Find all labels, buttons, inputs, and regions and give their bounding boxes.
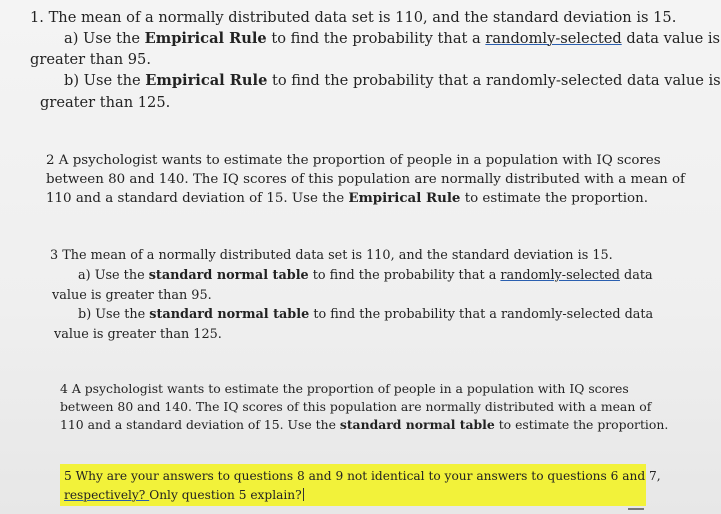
q3-a-line2: value is greater than 95. bbox=[52, 288, 212, 303]
q3-stem: 3 The mean of a normally distributed data set is 110, and the standard deviation is 15. bbox=[50, 248, 613, 263]
q4-text-1: 4 A psychologist wants to estimate the proportion of people in a population with IQ scores bbox=[60, 381, 629, 396]
q4-line1 bbox=[60, 383, 629, 395]
q4-text-2: between 80 and 140. The IQ scores of this population are normally distributed with a mean of bbox=[60, 399, 652, 414]
q2-text-3-prefix: 110 and a standard deviation of 15. Use the bbox=[46, 191, 349, 206]
q2-text-3-bold: Empirical Rule bbox=[348, 190, 461, 206]
q3-a-suffix: data bbox=[619, 268, 653, 283]
q3-part-b-cont bbox=[54, 329, 222, 342]
q1-part-b-cont bbox=[40, 96, 170, 111]
q1-part-b bbox=[64, 74, 721, 89]
q1-a-bold: Empirical Rule bbox=[144, 30, 267, 47]
q5-line1 bbox=[64, 470, 661, 482]
q1-a-prefix: a) Use the bbox=[64, 30, 145, 47]
q2-line1 bbox=[46, 154, 661, 167]
q3-b-suffix: to find the probability that a randomly-selected data bbox=[309, 307, 654, 322]
q5-text-1: 5 Why are your answers to questions 8 and 9 not identical to your answers to questions 6 and 7, bbox=[64, 469, 661, 483]
q3-b-bold: standard normal table bbox=[149, 307, 310, 322]
q4-text-3-suffix: to estimate the proportion. bbox=[494, 417, 669, 432]
q1-part-a-cont bbox=[30, 53, 151, 68]
q3-part-b bbox=[78, 309, 653, 322]
q1-b-suffix: to find the probability that a randomly-selected data value is bbox=[267, 72, 721, 89]
q1-b-line2: greater than 125. bbox=[40, 94, 171, 111]
q1-a-line2: greater than 95. bbox=[30, 51, 151, 68]
q2-text-2: between 80 and 140. The IQ scores of this population are normally distributed with a mean of bbox=[46, 172, 686, 187]
q2-line2 bbox=[46, 173, 685, 186]
q1-a-suffix: data value is bbox=[621, 30, 721, 47]
q2-text-3-suffix: to estimate the proportion. bbox=[460, 191, 648, 206]
q3-b-prefix: b) Use the bbox=[78, 307, 150, 322]
q5-text-2-prefix: respectively? bbox=[64, 488, 150, 502]
text-cursor bbox=[303, 488, 304, 501]
q1-line1 bbox=[30, 11, 676, 26]
q2-line3 bbox=[46, 192, 648, 205]
q1-b-prefix: b) Use the bbox=[64, 72, 146, 89]
q4-line2 bbox=[60, 401, 651, 413]
q5-text-2-suffix: Only question 5 explain? bbox=[149, 488, 302, 502]
q3-a-underlined: randomly-selected bbox=[500, 268, 620, 283]
q3-part-a-cont bbox=[52, 290, 212, 303]
q1-stem: 1. The mean of a normally distributed data set is 110, and the standard deviation is 15. bbox=[30, 9, 677, 26]
q4-text-3-bold: standard normal table bbox=[339, 417, 495, 432]
q3-b-line2: value is greater than 125. bbox=[54, 327, 222, 342]
edge-mark bbox=[628, 508, 644, 510]
q3-line1 bbox=[50, 250, 613, 263]
q1-part-a bbox=[64, 32, 720, 47]
q4-line3 bbox=[60, 419, 668, 431]
q1-b-bold: Empirical Rule bbox=[145, 72, 268, 89]
q3-a-bold: standard normal table bbox=[148, 268, 309, 283]
q2-text-1: 2 A psychologist wants to estimate the proportion of people in a population with IQ scores bbox=[46, 153, 661, 168]
q1-a-mid: to find the probability that a bbox=[266, 30, 486, 47]
q3-a-prefix: a) Use the bbox=[78, 268, 149, 283]
q4-text-3-prefix: 110 and a standard deviation of 15. Use the bbox=[60, 417, 340, 432]
q5-line2 bbox=[64, 488, 304, 501]
q1-a-underlined: randomly-selected bbox=[485, 30, 622, 47]
q3-part-a bbox=[78, 270, 653, 283]
q3-a-mid: to find the probability that a bbox=[308, 268, 501, 283]
